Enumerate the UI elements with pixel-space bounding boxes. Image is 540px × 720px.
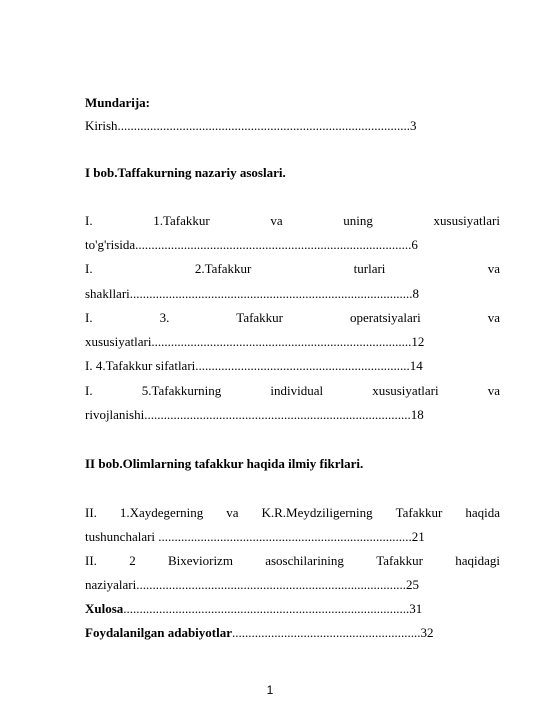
toc-entry-2-1 xyxy=(85,505,500,521)
leader-dots: ..........................................................32 xyxy=(232,625,434,640)
word: 1.Xaydegerning xyxy=(119,505,204,520)
toc-entry-1-2 xyxy=(85,261,500,277)
toc-entry-1-1 xyxy=(85,213,500,229)
toc-entry-1-2-cont: shakllari.......................................................................................8 xyxy=(85,286,420,301)
word: II. xyxy=(85,505,97,520)
word: I. xyxy=(85,261,93,276)
word: Tafakkur xyxy=(236,310,284,325)
word: Tafakkur xyxy=(395,505,443,520)
conclusion-label: Xulosa xyxy=(85,601,124,616)
word: uning xyxy=(343,213,373,228)
toc-entry-1-3-cont: xususiyatlari................................................................................12 xyxy=(85,334,425,349)
toc-heading: Mundarija: xyxy=(85,95,150,110)
word: Tafakkur xyxy=(376,553,423,568)
leader-dots: ........................................................................................31 xyxy=(123,601,423,616)
toc-entry-1-3 xyxy=(85,310,500,326)
word: individual xyxy=(270,383,324,398)
toc-entry-1-5 xyxy=(85,383,500,399)
toc-entry-2-2-cont: naziyalari...................................................................................25 xyxy=(85,577,419,592)
toc-entry-references xyxy=(85,625,500,641)
word: 2 xyxy=(129,553,136,568)
word: 2.Tafakkur xyxy=(194,261,252,276)
references-label: Foydalanilgan adabiyotlar xyxy=(85,625,232,640)
word: va xyxy=(487,310,500,325)
word: va xyxy=(487,383,500,398)
word: va xyxy=(226,505,239,520)
word: haqida xyxy=(465,505,500,520)
word: asoschilarining xyxy=(265,553,344,568)
page-number: 1 xyxy=(266,683,274,697)
word: va xyxy=(487,261,500,276)
word: haqidagi xyxy=(455,553,500,568)
word: 3. xyxy=(159,310,170,325)
word: I. xyxy=(85,310,93,325)
toc-entry-1-1-cont: to'g'risida.....................................................................................6 xyxy=(85,237,418,252)
word: xususiyatlari xyxy=(433,213,500,228)
toc-entry-1-5-cont: rivojlanishi..................................................................................18 xyxy=(85,407,424,422)
chapter-2-title: II bob.Olimlarning tafakkur haqida ilmiy fikrlari. xyxy=(85,456,364,471)
toc-entry-2-2 xyxy=(85,553,500,569)
toc-entry-1-4: I. 4.Tafakkur sifatlari..................................................................14 xyxy=(85,358,423,373)
word: II. xyxy=(85,553,97,568)
word: I. xyxy=(85,213,93,228)
word: 1.Tafakkur xyxy=(153,213,210,228)
word: turlari xyxy=(353,261,386,276)
word: va xyxy=(270,213,283,228)
toc-entry-conclusion xyxy=(85,601,500,617)
word: 5.Tafakkurning xyxy=(141,383,222,398)
word: xususiyatlari xyxy=(372,383,439,398)
word: I. xyxy=(85,383,93,398)
word: Bixeviorizm xyxy=(167,553,233,568)
word: operatsiyalari xyxy=(349,310,421,325)
toc-entry-intro: Kirish..........................................................................................3 xyxy=(85,118,417,133)
word: K.R.Meydziligerning xyxy=(261,505,373,520)
toc-entry-2-1-cont: tushunchalari ..............................................................................21 xyxy=(85,529,425,544)
chapter-1-title: I bob.Taffakurning nazariy asoslari. xyxy=(85,165,286,180)
